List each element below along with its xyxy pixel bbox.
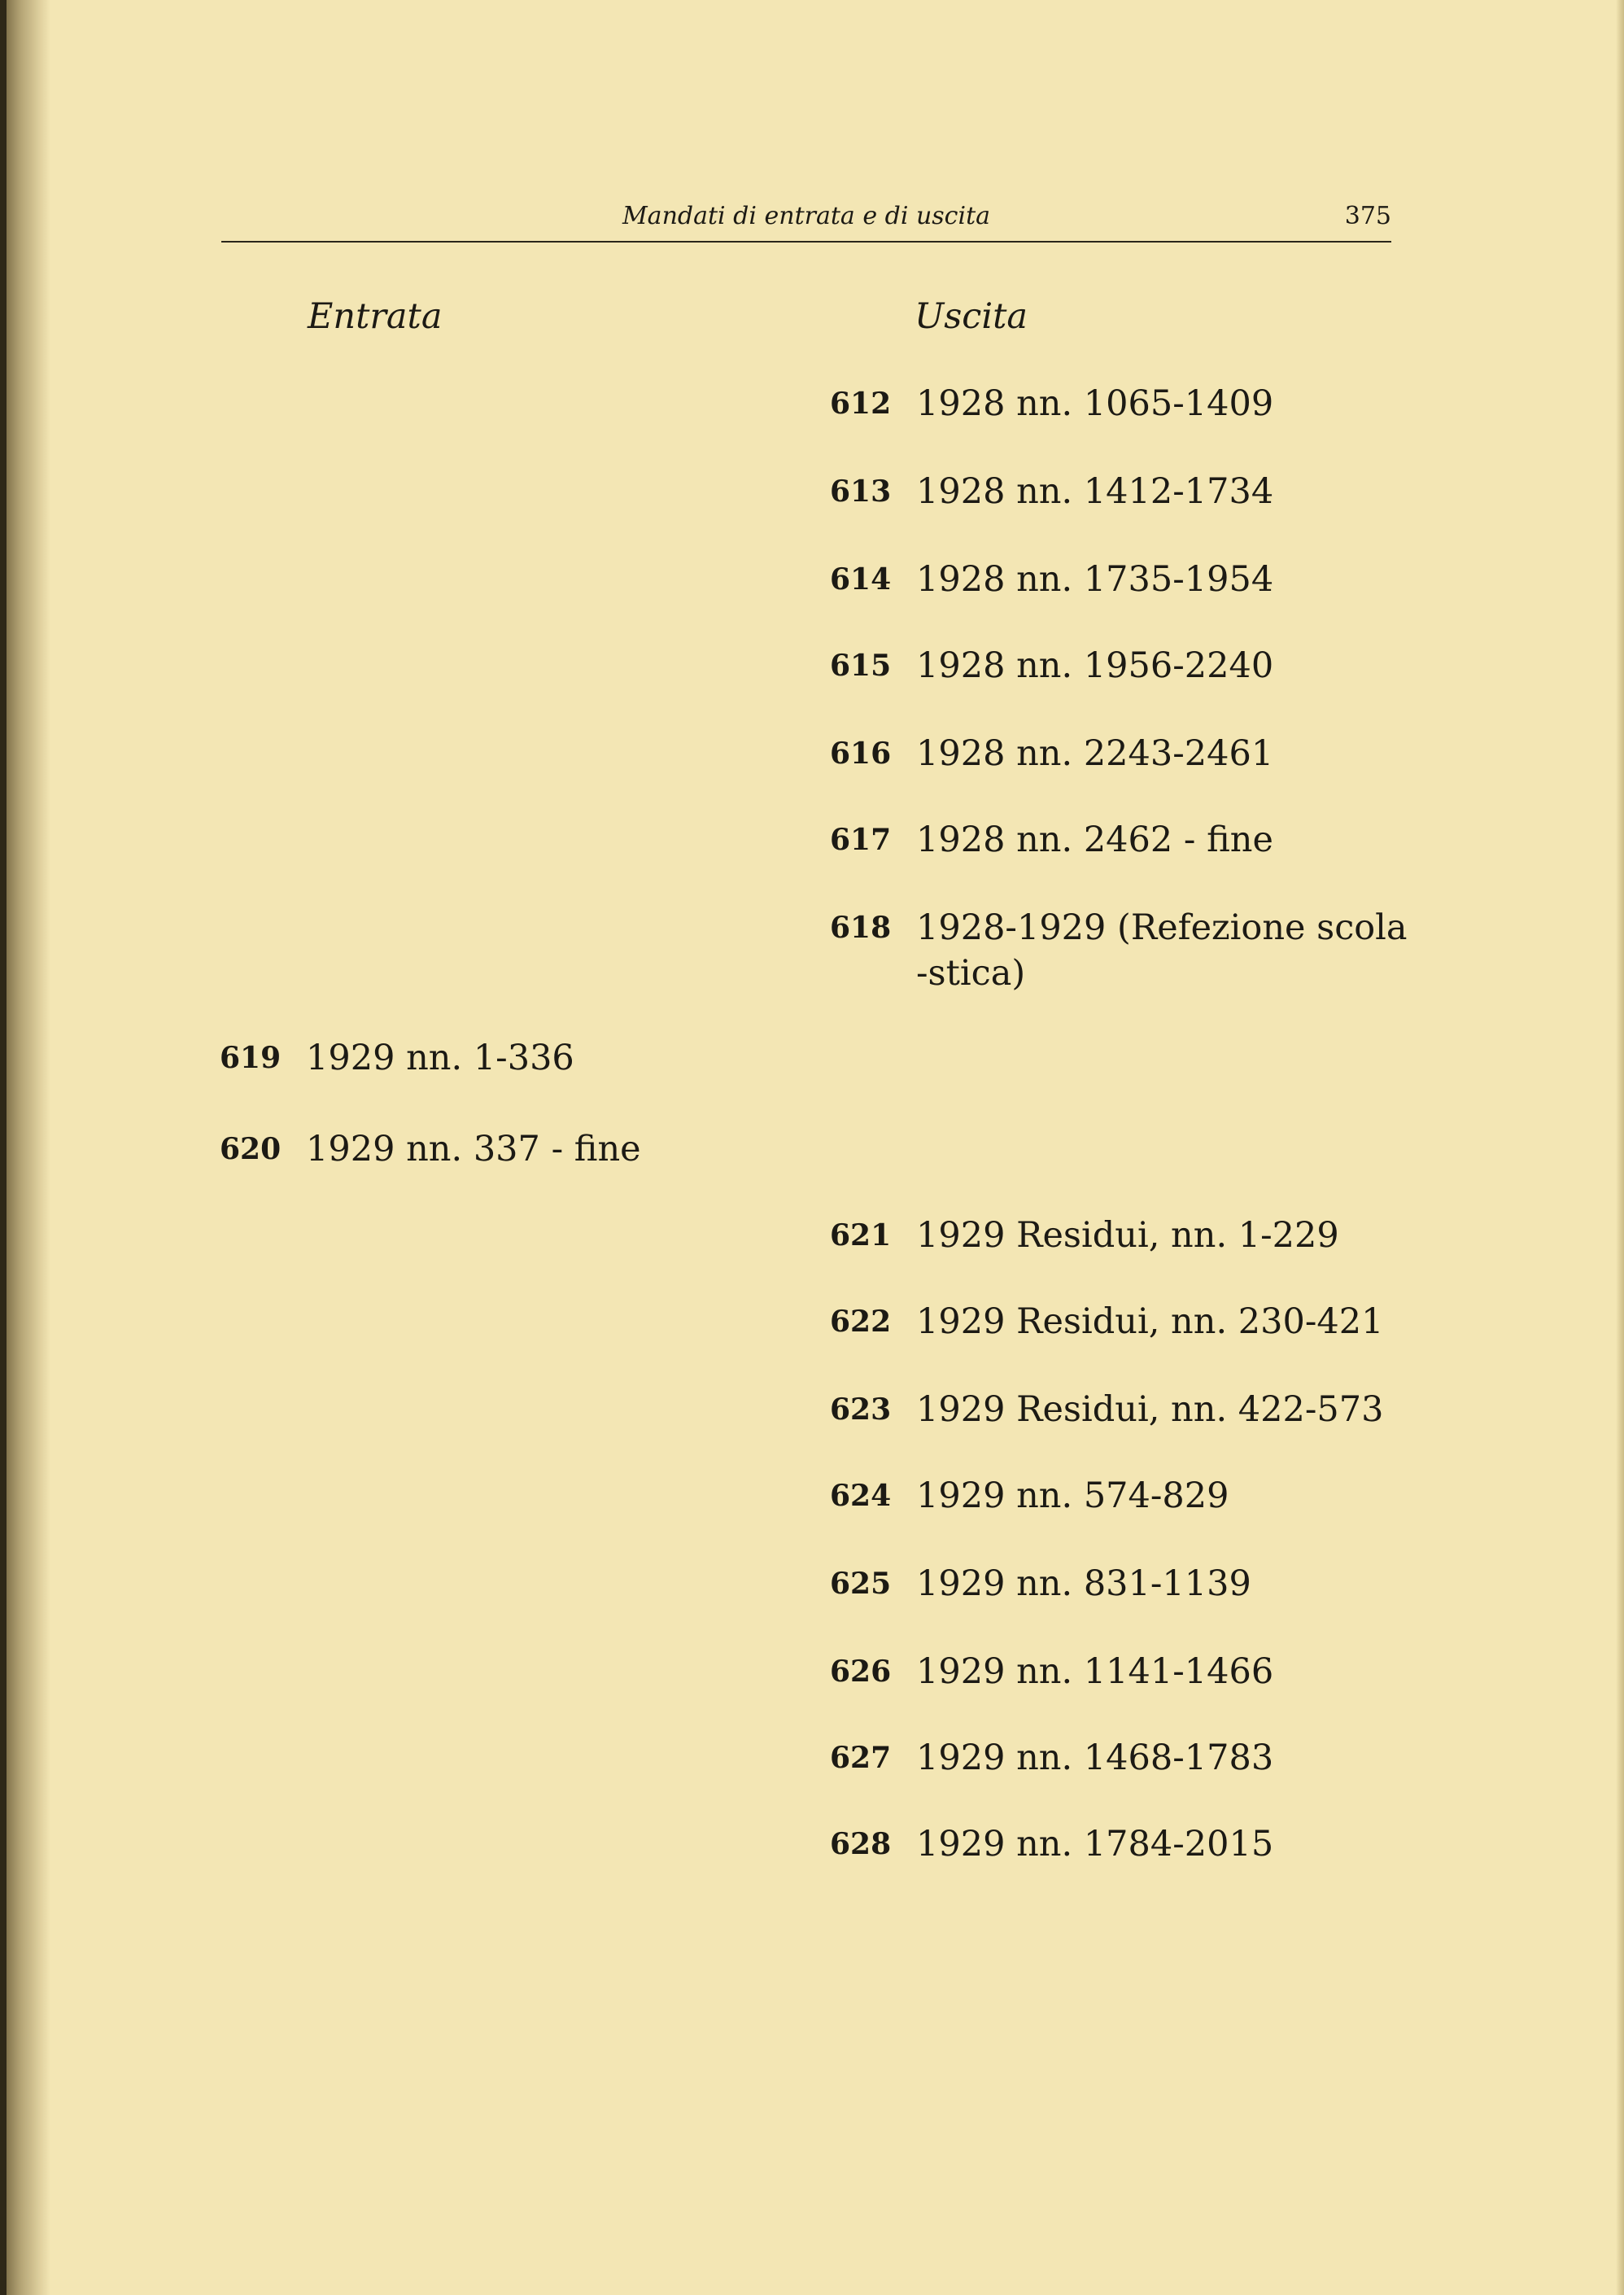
entry-number: 618	[830, 911, 892, 945]
entry-description: 1929 nn. 831-1139	[916, 1563, 1251, 1604]
entry-description: 1928 nn. 1735-1954	[916, 559, 1274, 600]
page-header	[221, 202, 1391, 241]
entry-description: 1928 nn. 1412-1734	[916, 471, 1274, 512]
entry-number: 615	[830, 649, 892, 683]
entry-number: 628	[830, 1827, 892, 1861]
entry-number: 613	[830, 474, 892, 509]
entry-description: 1928 nn. 1956-2240	[916, 645, 1274, 686]
entry-description: 1929 nn. 574-829	[916, 1475, 1229, 1516]
entry-number: 623	[830, 1392, 892, 1427]
entry-description: 1928-1929 (Refezione scola-stica)	[916, 907, 1408, 994]
entry-number: 624	[830, 1479, 892, 1513]
entry-number: 616	[830, 737, 892, 771]
entry-description: 1928 nn. 1065-1409	[916, 383, 1274, 424]
entry-description: 1929 Residui, nn. 230-421	[916, 1301, 1384, 1342]
entry-description: 1928 nn. 2243-2461	[916, 733, 1274, 774]
entry-description: 1929 nn. 1141-1466	[916, 1651, 1274, 1692]
entry-description: 1929 Residui, nn. 1-229	[916, 1215, 1339, 1256]
entry-number: 626	[830, 1655, 892, 1689]
entry-description: 1929 nn. 337 - fine	[306, 1129, 641, 1169]
entry-description: 1929 Residui, nn. 422-573	[916, 1389, 1384, 1430]
entry-number: 617	[830, 823, 892, 857]
entry-description: 1928 nn. 2462 - fine	[916, 820, 1273, 860]
book-spine-shadow	[0, 0, 50, 2295]
entry-number: 627	[830, 1741, 892, 1775]
running-title: Mandati di entrata e di uscita	[622, 202, 991, 230]
entry-description: 1929 nn. 1468-1783	[916, 1738, 1274, 1778]
entry-number: 619	[220, 1041, 282, 1075]
entry-description: 1929 nn. 1-336	[306, 1038, 574, 1078]
entry-number: 620	[220, 1132, 282, 1166]
page-number: 375	[1344, 202, 1391, 230]
entry-number: 612	[830, 387, 892, 421]
entry-number: 625	[830, 1567, 892, 1601]
header-rule	[221, 241, 1391, 243]
uscita-column-title: Uscita	[915, 296, 1028, 337]
page-edge-dark	[0, 0, 7, 2295]
entry-number: 622	[830, 1305, 892, 1339]
entry-number: 621	[830, 1218, 892, 1252]
entrata-column-title: Entrata	[308, 296, 443, 337]
entry-description: 1929 nn. 1784-2015	[916, 1824, 1274, 1864]
entry-number: 614	[830, 562, 892, 597]
page-edge-right	[1616, 0, 1624, 2295]
